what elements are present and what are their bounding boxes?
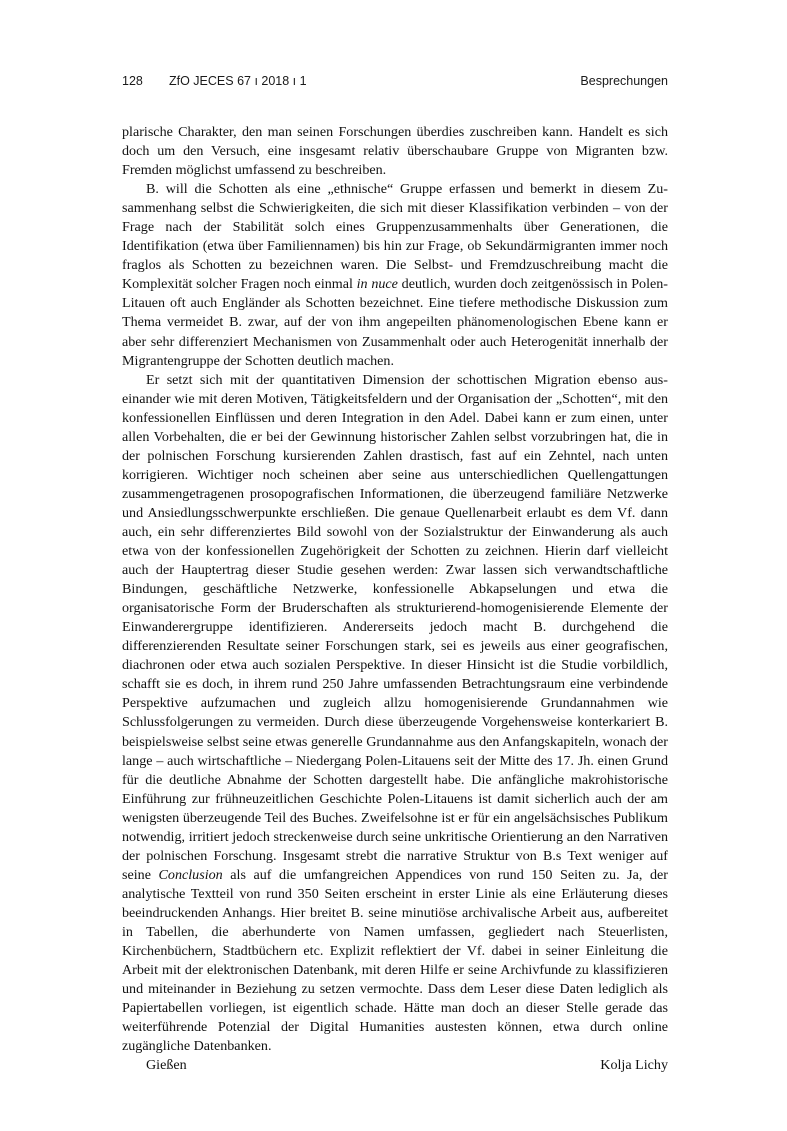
running-header	[122, 74, 668, 94]
signature-place: Gießen	[146, 1057, 187, 1074]
section-title: Besprechungen	[580, 74, 668, 88]
paragraph-2	[122, 180, 668, 370]
signature-author: Kolja Lichy	[600, 1057, 668, 1074]
italic-phrase: in nuce	[356, 276, 398, 293]
paragraph-text: B. will die Schotten als eine „ethnische“ Gruppe erfassen und bemerkt in diesem Zusammenhang selbst die Schwierigkeiten, die sich mit dieser Klassifikation verbinden – von der Frage nach der Stabilität solch eines Gruppenzusammenhalts über Generationen, die Identifikation (etwa über Familiennamen) bis hin zur Frage, ob Sekundärmigranten immer noch fraglos als Schotten zu bezeichnen waren. Die Selbst- und Fremdzuschreibung macht die Komplexität solcher Fragen noch einmal	[122, 181, 668, 293]
paragraph-text: Er setzt sich mit der quantitativen Dimension der schottischen Migration ebenso auseinander wie mit deren Motiven, Tätigkeitsfeldern und der Organisation der „Schotten“, mit den konfessionellen Einflüssen und deren Integration in den Adel. Dabei kann er zum einen, unter allen Vorbehalten, die er bei der Gewinnung historischer Zahlen selbst vorzubringen hat, die in der polnischen Forschung kursierenden Zahlen drastisch, fast auf ein Zehntel, nach unten korrigieren. Wichtiger noch scheinen aber seine aus unterschiedlichen Quellengattungen zusammengetragenen prosopografischen Informationen, die überzeugend familiäre Netzwerke und Ansiedlungsschwerpunkte erschließen. Die genaue Quellenarbeit erlaubt es dem Vf. dann auch, ein sehr differenziertes Bild sowohl von der Sozialstruktur der Einwanderung als auch etwa von der konfessionellen Zugehörigkeit der Schotten zu zeichnen. Hierin darf vielleicht auch der Hauptertrag dieser Studie gesehen werden: Zwar lassen sich verwandtschaftliche Bindungen, geschäftliche Netzwerke, konfessionelle Abkapselungen und etwa die organisatorische Form der Bruderschaften als strukturierend-homogenisierende Elemente der Einwanderergruppe identifizieren. Andererseits jedoch macht B. durchgehend die differenzierenden Resultate seiner Forschungen stark, sei es jeweils aus einer geografischen, diachronen oder etwa auch sozialen Perspektive. In dieser Hinsicht ist die Studie vorbildlich, schafft sie es doch, in ihrem rund 250 Jahre umfassenden Betrachtungsraum eine verbindende Perspektive aufzumachen und zugleich allzu homogenisierende Grundannahmen wie Schlussfolgerungen zu vermeiden. Durch diese überzeugende Vorgehensweise konterkariert B. beispielsweise selbst seine etwas generelle Grundannahme aus den Anfangskapiteln, wonach der lange – auch wirtschaftliche – Niedergang Polen-Litauens seit der Mitte des 17. Jh. einen Grund für die deutliche Abnahme der Schotten dargestellt habe. Die anfängliche makrohistorische Einführung zur frühneuzeitlichen Geschichte Polen-Litauens ist damit sicherlich auch der am wenigsten überzeugende Teil des Buches. Zweifelsohne ist er für ein angelsächsisches Publikum notwendig, irritiert jedoch streckenweise durch seine unkritische Orientierung an den Narrativen der polnischen Forschung. Insgesamt strebt die narrative Struktur von B.s Text weniger auf seine	[122, 371, 668, 883]
paragraph-3	[122, 371, 668, 1057]
italic-phrase: Conclusion	[158, 866, 223, 883]
paragraph-text: plarische Charakter, den man seinen Forschungen überdies zuschreiben kann. Handelt es sich doch um den Versuch, eine insgesamt relativ überschaubare Gruppe von Migranten bzw. Fremden möglichst umfassend zu beschreiben.	[122, 124, 668, 179]
review-body	[122, 123, 668, 1075]
paragraph-1	[122, 123, 668, 180]
signature-line	[122, 1056, 668, 1075]
page-number: 128	[122, 74, 143, 88]
paragraph-text: deutlich, wurden doch zeitgenössisch in Polen-Litauen oft auch Engländer als Schotten bezeichnet. Eine tiefere methodische Diskussion zum Thema vermeidet B. zwar, auf der von ihm angepeilten phänomenologischen Ebene kann er aber sehr differenziert Mechanismen von Zusammenhalt oder auch Heterogenität innerhalb der Migrantengruppe der Schotten deutlich machen.	[122, 276, 669, 369]
paragraph-text: als auf die umfangreichen Appendices von rund 150 Seiten zu. Ja, der analytische Textteil von rund 350 Seiten erscheint in erster Linie als eine Erläuterung dieses beeindruckenden Anhangs. Hier breitet B. seine minutiöse archivalische Arbeit aus, aufbereitet in Tabellen, die aberhunderte von Namen umfassen, gegliedert nach Steuerlisten, Kirchenbüchern, Stadtbüchern etc. Explizit reflektiert der Vf. dabei in seiner Einleitung die Arbeit mit der elektronischen Datenbank, mit deren Hilfe er seine Archivfunde zu klassifizieren und miteinander in Beziehung zu setzen vermochte. Dass dem Leser diese Daten lediglich als Papiertabellen vorliegen, ist eigentlich schade. Hätte man doch an dieser Stelle gerade das weiterführende Potenzial der Digital Humanities austesten können, etwa durch online zugängliche Datenbanken.	[122, 866, 668, 1055]
journal-citation: ZfO JECES 67 ı 2018 ı 1	[169, 74, 307, 88]
